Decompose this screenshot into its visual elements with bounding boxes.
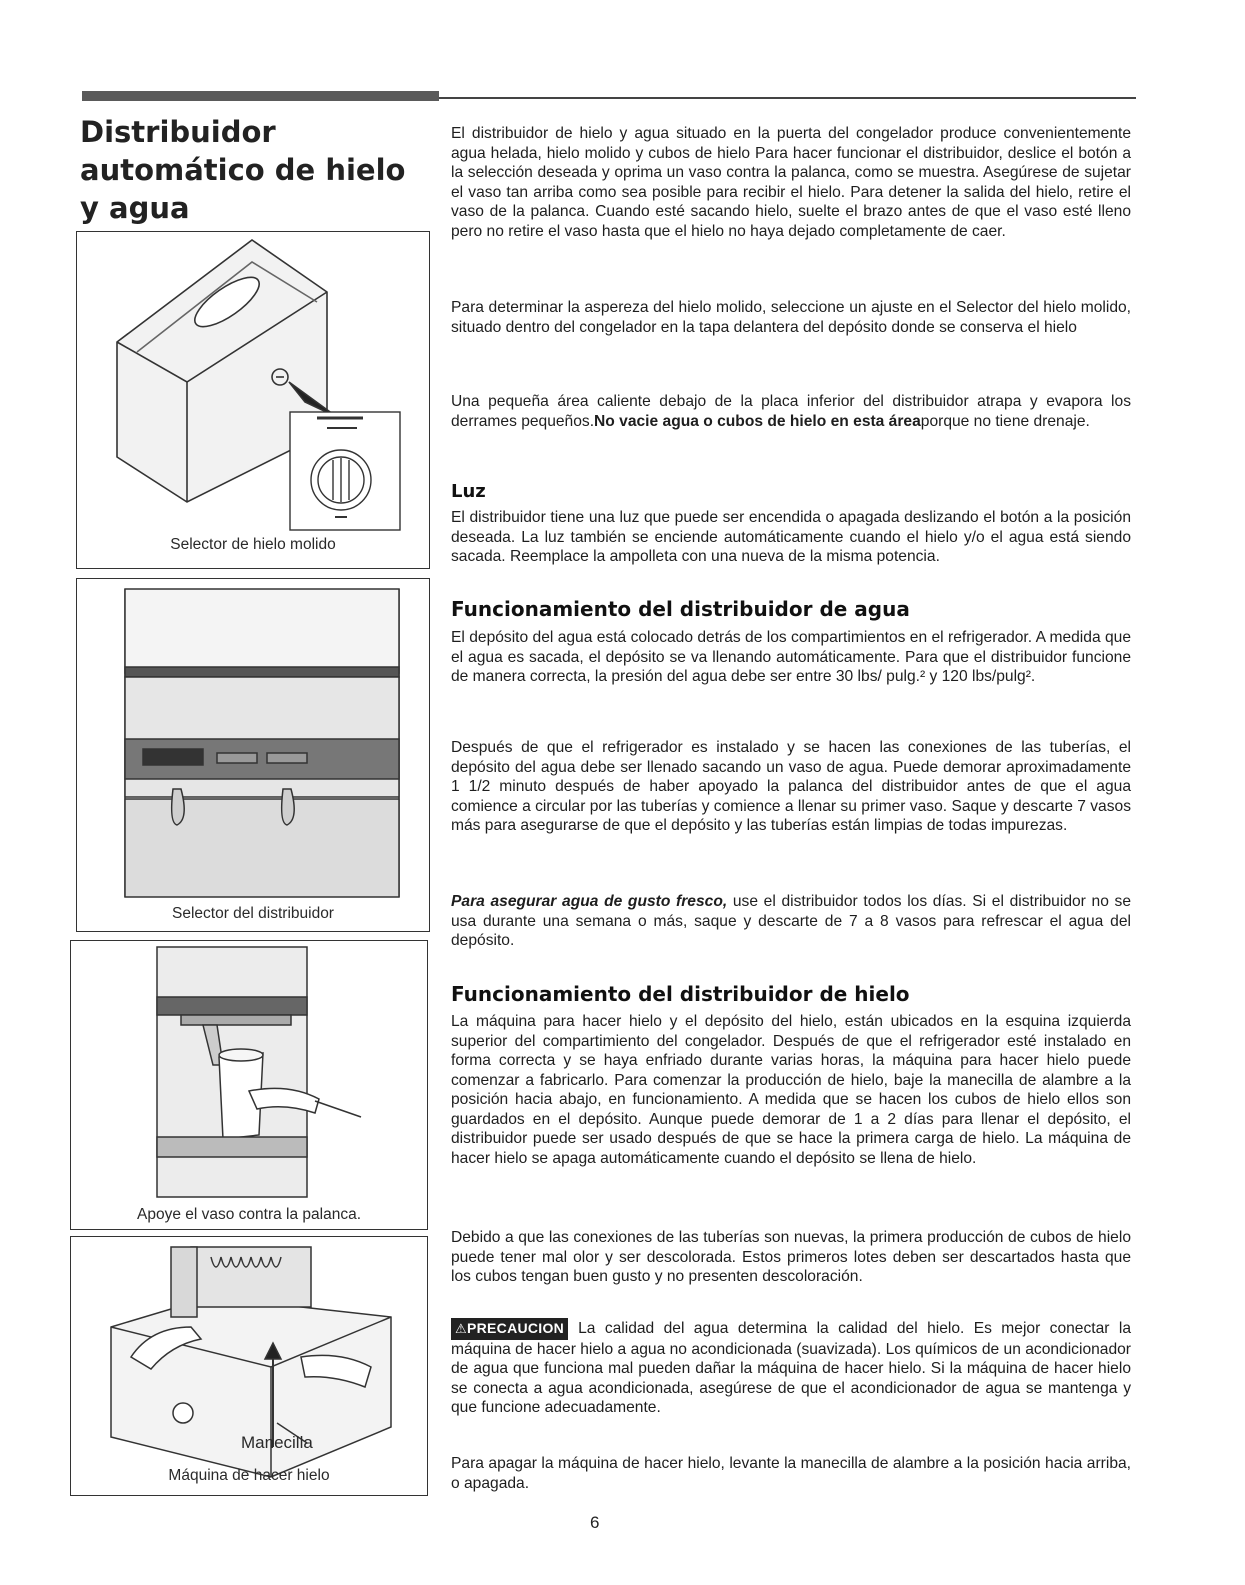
water-dispenser-heading: Funcionamiento del distribuidor de agua xyxy=(451,597,910,621)
dispenser-panel-illustration xyxy=(77,579,431,933)
figure-crushed-ice-selector xyxy=(76,231,430,569)
ice-paragraph-4: Para apagar la máquina de hacer hielo, levante la manecilla de alambre a la posición hacia arriba, o apagada. xyxy=(451,1455,1131,1492)
figure-caption: Selector del distribuidor xyxy=(172,905,334,922)
header-rule-thin xyxy=(439,97,1136,99)
figure-caption: Selector de hielo molido xyxy=(170,536,336,553)
warning-triangle-icon: ⚠ xyxy=(455,1321,467,1336)
ice-bin-illustration xyxy=(77,232,431,570)
ice-paragraph-1: La máquina para hacer hielo y el depósito del hielo, están ubicados en la esquina izquierda superior del compartimiento del congelador. Después de que el refrigerador esté instalado en forma correcta y se haya enfriado durante varias horas, la máquina para hacer hielo puede comenzar a fabricarlo. Para comenzar la producción de hielo, baje la manecilla de alambre a la posición hacia abajo, en funcionamiento. A medida que se hacen los cubos de hielo ellos son guardados en el depósito. Aunque puede demorar de 1 a 2 días para llenar el depósito, el distribuidor puede ser usado después de que se hace la primera carga de hielo. La máquina de hacer hielo se apaga automáticamente cuando el depósito se llena de hielo. xyxy=(451,1013,1131,1167)
page-number: 6 xyxy=(590,1513,600,1532)
caution-text: La calidad del agua determina la calidad del hielo. Es mejor conectar la máquina de hacer hielo a agua no acondicionada (suavizada). Los químicos de un acondicionador de agua que funciona mal pueden dañar la máquina de hacer hielo. Si la máquina de hacer hielo se conecta a agua acondicionada, asegúrese de que el acondicionador de agua se mantenga y que funcione adecuadamente. xyxy=(451,1320,1131,1416)
water-paragraph-3 xyxy=(451,892,1131,951)
water-paragraph-1: El depósito del agua está colocado detrás de los compartimientos en el refrigerador. A medida que el agua es sacada, el depósito se va llenando automáticamente. Para que el distribuidor funcione de manera correcta, la presión del agua debe ser entre 30 lbs/ pulg.² y 120 lbs/pulg². xyxy=(451,629,1131,685)
light-heading: Luz xyxy=(451,481,486,502)
ice-paragraph-2: Debido a que las conexiones de las tuberías son nuevas, la primera producción de cubos de hielo puede tener mal olor y ser descolorada. Estos primeros lotes deben ser descartados hasta que los cubos tengan buen gusto y no presenten descoloración. xyxy=(451,1229,1131,1285)
cup-dispensing-illustration xyxy=(71,941,429,1231)
figure-caption: Máquina de hacer hielo xyxy=(168,1467,330,1484)
header-rule-thick xyxy=(82,91,439,101)
figure-ice-maker xyxy=(70,1236,428,1496)
figure-cup-against-lever xyxy=(70,940,428,1230)
figure-caption: Apoye el vaso contra la palanca. xyxy=(136,1206,362,1223)
water-paragraph-3-text: use el distribuidor todos los días. Si el distribuidor no se usa durante una semana o más, saque y descarte de 7 a 8 vasos para refrescar el agua del depósito. xyxy=(451,893,1131,949)
intro-paragraph-3-text-a: Una pequeña área caliente debajo de la placa inferior del distribuidor atrapa y evapora los derrames pequeños. xyxy=(451,393,1131,430)
caution-paragraph xyxy=(451,1318,1131,1418)
water-paragraph-2: Después de que el refrigerador es instalado y se hacen las conexiones de las tuberías, el depósito del agua debe ser llenado sacando un vaso de agua. Puede demorar aproximadamente 1 1/2 minuto después de haber apoyado la palanca del distribuidor antes de que el agua comience a circular por las tuberías y comience a llenar su primer vaso. Saque y descarte 7 vasos más para asegurarse de que el depósito y las tuberías están limpias de todas impurezas. xyxy=(451,739,1131,834)
intro-paragraph-3-warning: No vacie agua o cubos de hielo en esta área xyxy=(594,412,921,430)
intro-paragraph-1: El distribuidor de hielo y agua situado en la puerta del congelador produce convenientemente agua helada, hielo molido y cubos de hielo Para hacer funcionar el distribuidor, deslice el botón a la selección deseada y oprima un vaso contra la palanca, como se muestra. Asegúrese de sujetar el vaso tan arriba como sea posible para recibir el hielo. Para detener la salida del hielo, retire el vaso de la palanca. Cuando esté sacando hielo, suelte el brazo antes de que el vaso esté lleno pero no retire el vaso hasta que el hielo no haya dejado completamente de caer. xyxy=(451,125,1131,240)
caution-label: PRECAUCION xyxy=(466,1320,565,1336)
handle-callout: Manecilla xyxy=(241,1433,313,1452)
intro-paragraph-3 xyxy=(451,392,1131,431)
light-paragraph: El distribuidor tiene una luz que puede ser encendida o apagada deslizando el botón a la posición deseada. La luz también se enciende automáticamente cuando el hielo y/o el agua está siendo sacada. Reemplace la ampolleta con una nueva de la misma potencia. xyxy=(451,509,1131,565)
intro-paragraph-2: Para determinar la aspereza del hielo molido, seleccione un ajuste en el Selector del hielo molido, situado dentro del congelador en la tapa delantera del depósito donde se conserva el hielo xyxy=(451,299,1131,336)
ice-dispenser-heading: Funcionamiento del distribuidor de hielo xyxy=(451,982,910,1006)
ice-maker-illustration xyxy=(71,1237,429,1497)
figure-dispenser-selector xyxy=(76,578,430,932)
caution-badge xyxy=(451,1318,568,1340)
intro-paragraph-3-text-b: porque no tiene drenaje. xyxy=(920,412,1090,430)
page-title: Distribuidor automático de hielo y agua xyxy=(80,115,406,225)
water-paragraph-3-emphasis: Para asegurar agua de gusto fresco, xyxy=(451,893,728,910)
